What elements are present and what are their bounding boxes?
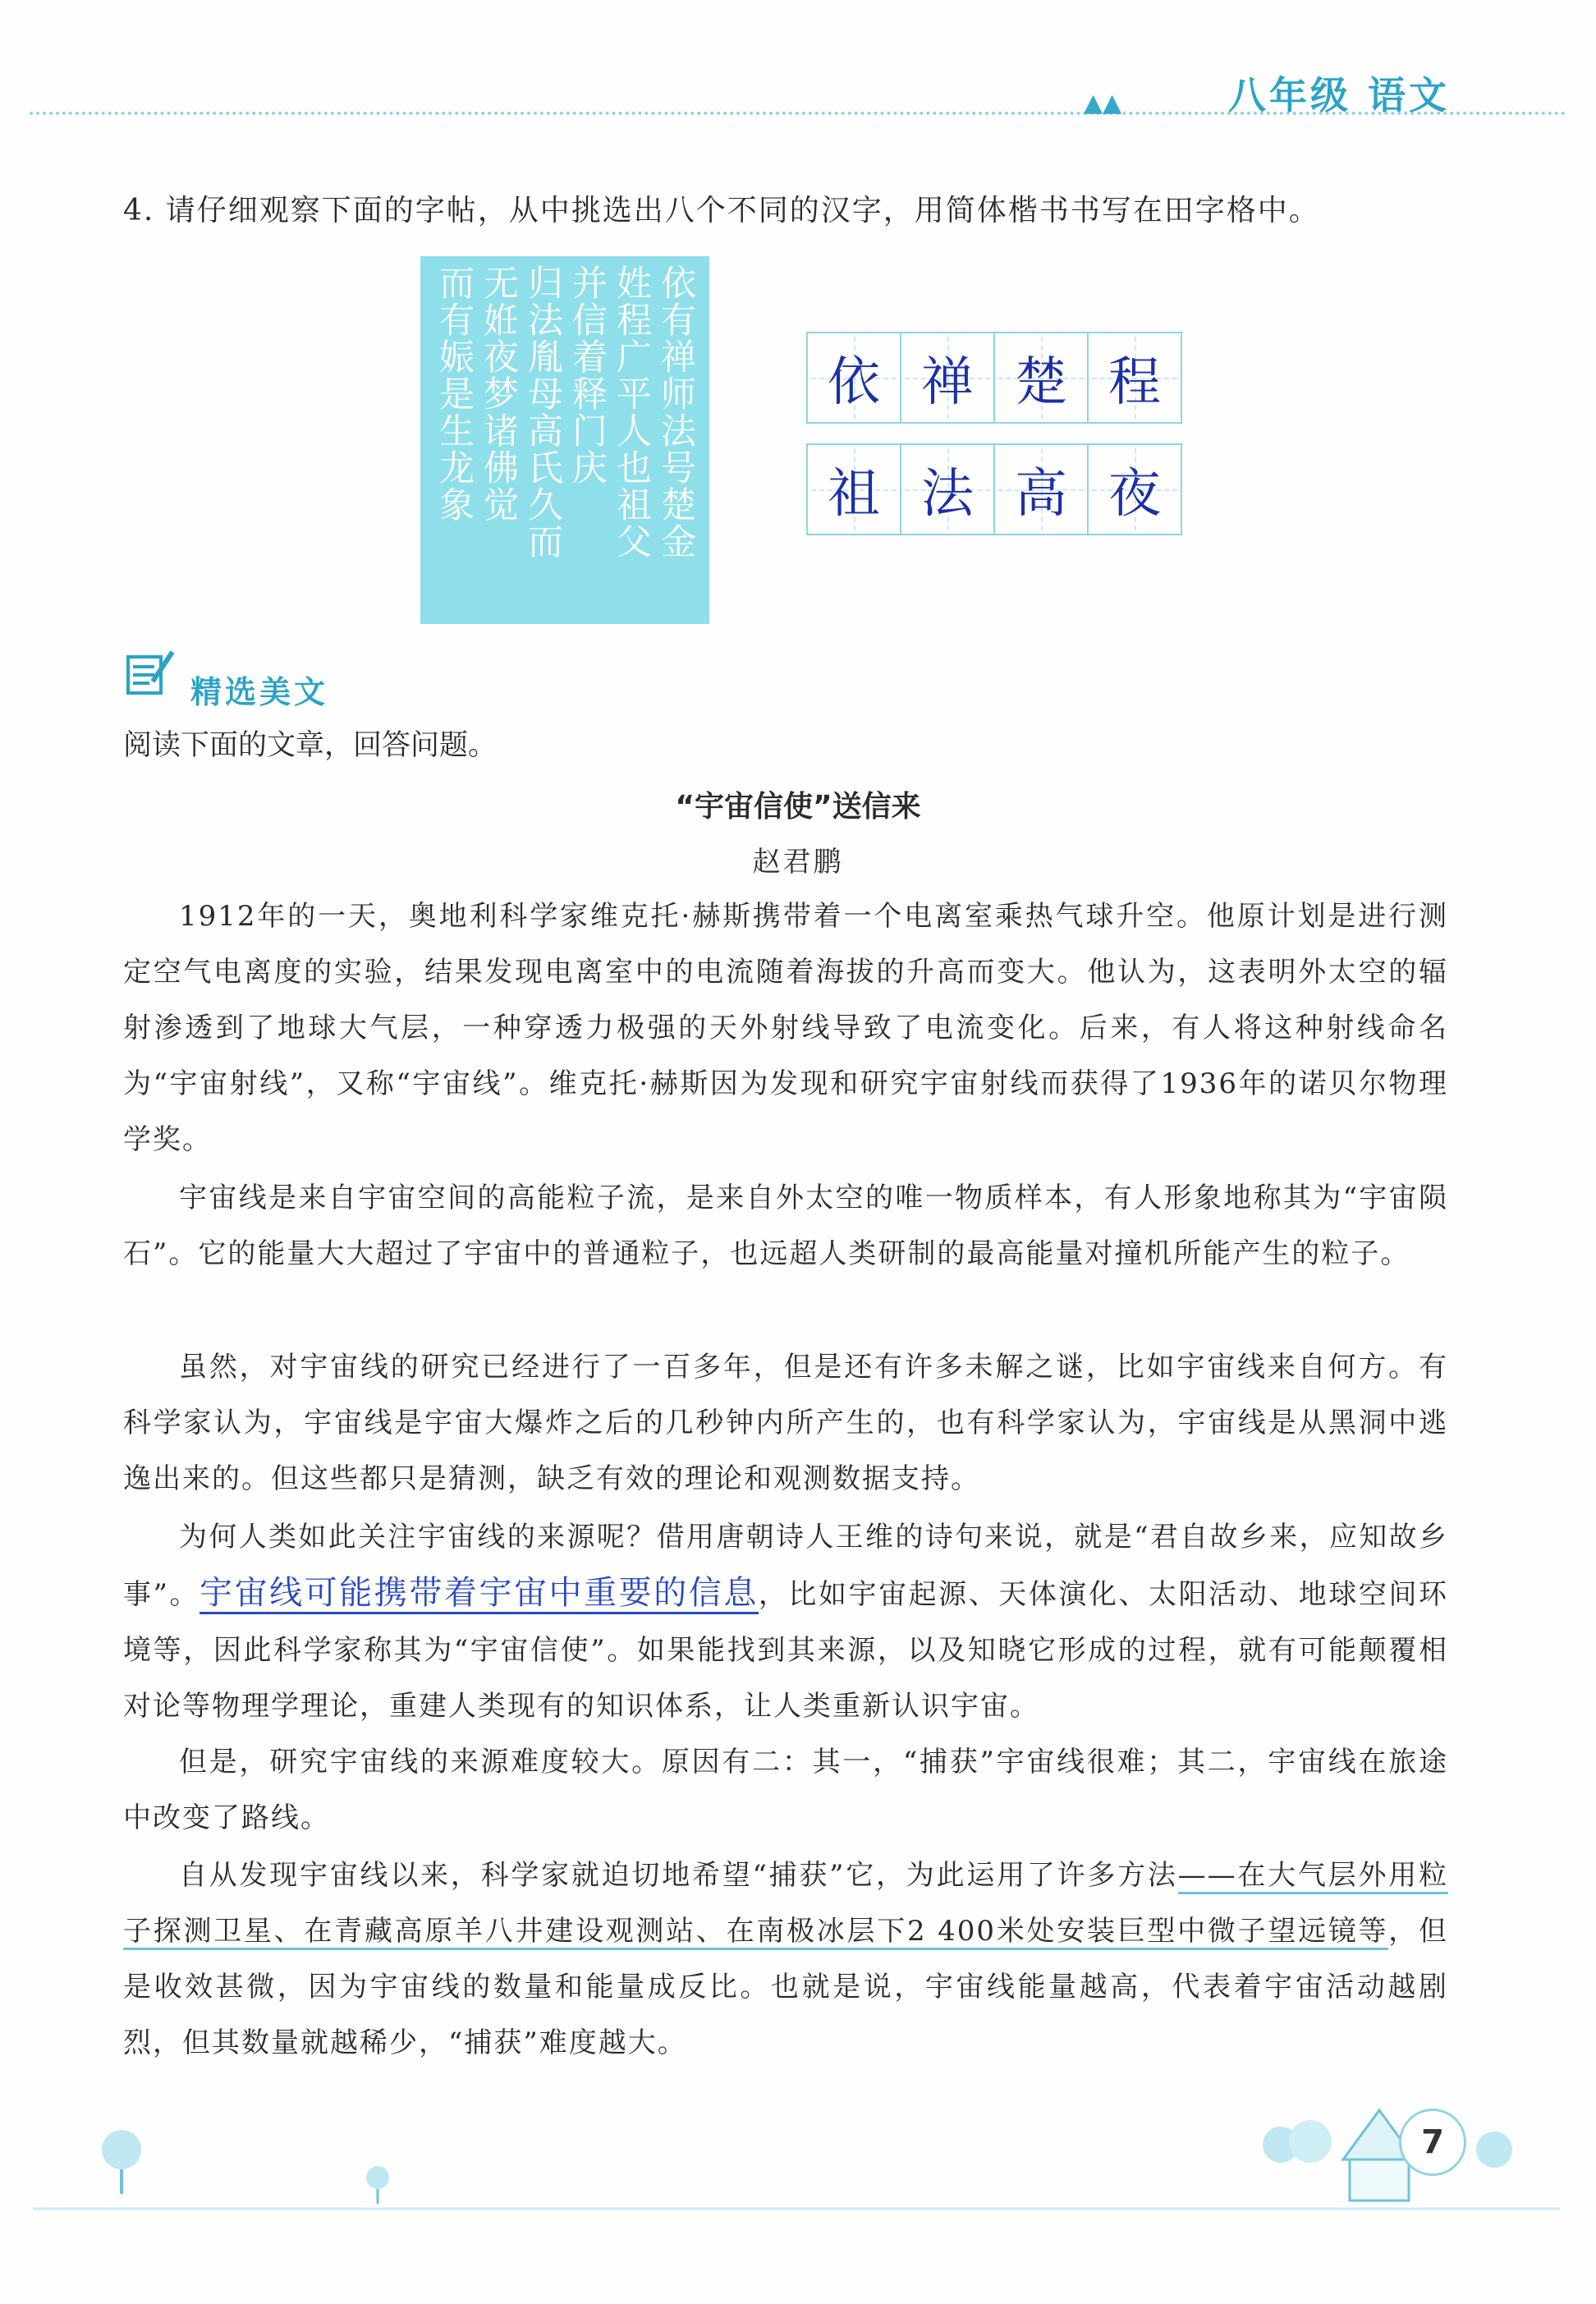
tianzige-cell[interactable]: 夜 — [1087, 443, 1182, 535]
notebook-pencil-icon — [123, 649, 177, 698]
tianzige-cell[interactable]: 祖 — [806, 443, 901, 535]
tianzige-cell[interactable]: 高 — [993, 443, 1089, 535]
article-paragraph-6: 自从发现宇宙线以来，科学家就迫切地希望“捕获”它，为此运用了许多方法——在大气层外用粒子探测卫星、在青藏高原羊八井建设观测站、在南极冰层下2 400米处安装巨型中微子望远镜等，但是收效甚微，因为宇宙线的数量和能量成反比。也就是说，宇宙线能量越高，代表着宇宙活动越剧烈，但其数量就越稀少，“捕获”难度越大。 — [123, 1859, 1449, 2059]
copybook-column: 归法胤母高氏久而 — [522, 264, 563, 560]
tianzige-cell[interactable]: 禅 — [900, 332, 995, 424]
copybook-column: 姓程广平人也祖父 — [611, 264, 652, 560]
article-paragraph-1: 1912年的一天，奥地利科学家维克托·赫斯携带着一个电离室乘热气球升空。他原计划是进行测定空气电离度的实验，结果发现电离室中的电流随着海拔的升高而变大。他认为，这表明外太空的辐射渗透到了地球大气层，一种穿透力极强的天外射线导致了电流变化。后来，有人将这种射线命名为“宇宙射线”，又称“宇宙线”。维克托·赫斯因为发现和研究宇宙射线而获得了1936年的诺贝尔物理学奖。 — [123, 900, 1448, 1156]
question-4-prompt: 4. 请仔细观察下面的字帖，从中挑选出八个不同的汉字，用简体楷书书写在田字格中。 — [123, 194, 1320, 227]
copybook-column: 并信着释门庆 — [566, 264, 608, 486]
article-title: “宇宙信使”送信来 — [675, 790, 921, 824]
triangle-icon: ▲▲ — [1084, 89, 1122, 117]
tianzige-cell[interactable]: 法 — [900, 443, 995, 535]
handwritten-answer: 宇宙线可能携带着宇宙中重要的信息 — [200, 1574, 759, 1614]
article-paragraph-2: 宇宙线是来自宇宙空间的高能粒子流，是来自外太空的唯一物质样本，有人形象地称其为“宇宙陨石”。它的能量大大超过了宇宙中的普通粒子，也远超人类研制的最高能量对撞机所能产生的粒子。 — [123, 1182, 1448, 1270]
copybook-column: 而有娠是生龙象 — [433, 264, 475, 523]
article-author: 赵君鹏 — [752, 846, 844, 879]
copybook-column: 依有禅师法号楚金 — [655, 264, 696, 560]
section-title: 精选美文 — [190, 674, 329, 710]
footer-decoration — [0, 2102, 1596, 2304]
tianzige-cell[interactable]: 程 — [1087, 332, 1182, 424]
reading-instruction: 阅读下面的文章，回答问题。 — [123, 729, 498, 762]
grade-subject: 八年级 语文 — [1227, 73, 1450, 117]
article-paragraph-3: 虽然，对宇宙线的研究已经进行了一百多年，但是还有许多未解之谜，比如宇宙线来自何方。有科学家认为，宇宙线是宇宙大爆炸之后的几秒钟内所产生的，也有科学家认为，宇宙线是从黑洞中逃逸出来的。但这些都只是猜测，缺乏有效的理论和观测数据支持。 — [123, 1351, 1448, 1495]
article-paragraph-5: 但是，研究宇宙线的来源难度较大。原因有二：其一，“捕获”宇宙线很难；其二，宇宙线在旅途中改变了路线。 — [123, 1746, 1448, 1834]
article-paragraph-4: 为何人类如此关注宇宙线的来源呢？借用唐朝诗人王维的诗句来说，就是“君自故乡来，应知故乡事”。宇宙线可能携带着宇宙中重要的信息，比如宇宙起源、天体演化、太阳活动、地球空间环境等，因此科学家称其为“宇宙信使”。如果能找到其来源，以及知晓它形成的过程，就有可能颠覆相对论等物理学理论，重建人类现有的知识体系，让人类重新认识宇宙。 — [123, 1521, 1449, 1723]
tianzige-grid — [808, 332, 1182, 535]
page-number: 7 — [1399, 2109, 1466, 2176]
copybook-column: 无姙夜梦诸佛觉 — [478, 264, 519, 523]
tianzige-cell[interactable]: 楚 — [993, 332, 1089, 424]
tianzige-cell[interactable]: 依 — [806, 332, 901, 424]
underlined-methods: ——在大气层外用粒子探测卫星、在青藏高原羊八井建设观测站、在南极冰层下2 400米处安装巨型中微子望远镜等 — [123, 1859, 1448, 1950]
copybook-image — [420, 256, 709, 624]
